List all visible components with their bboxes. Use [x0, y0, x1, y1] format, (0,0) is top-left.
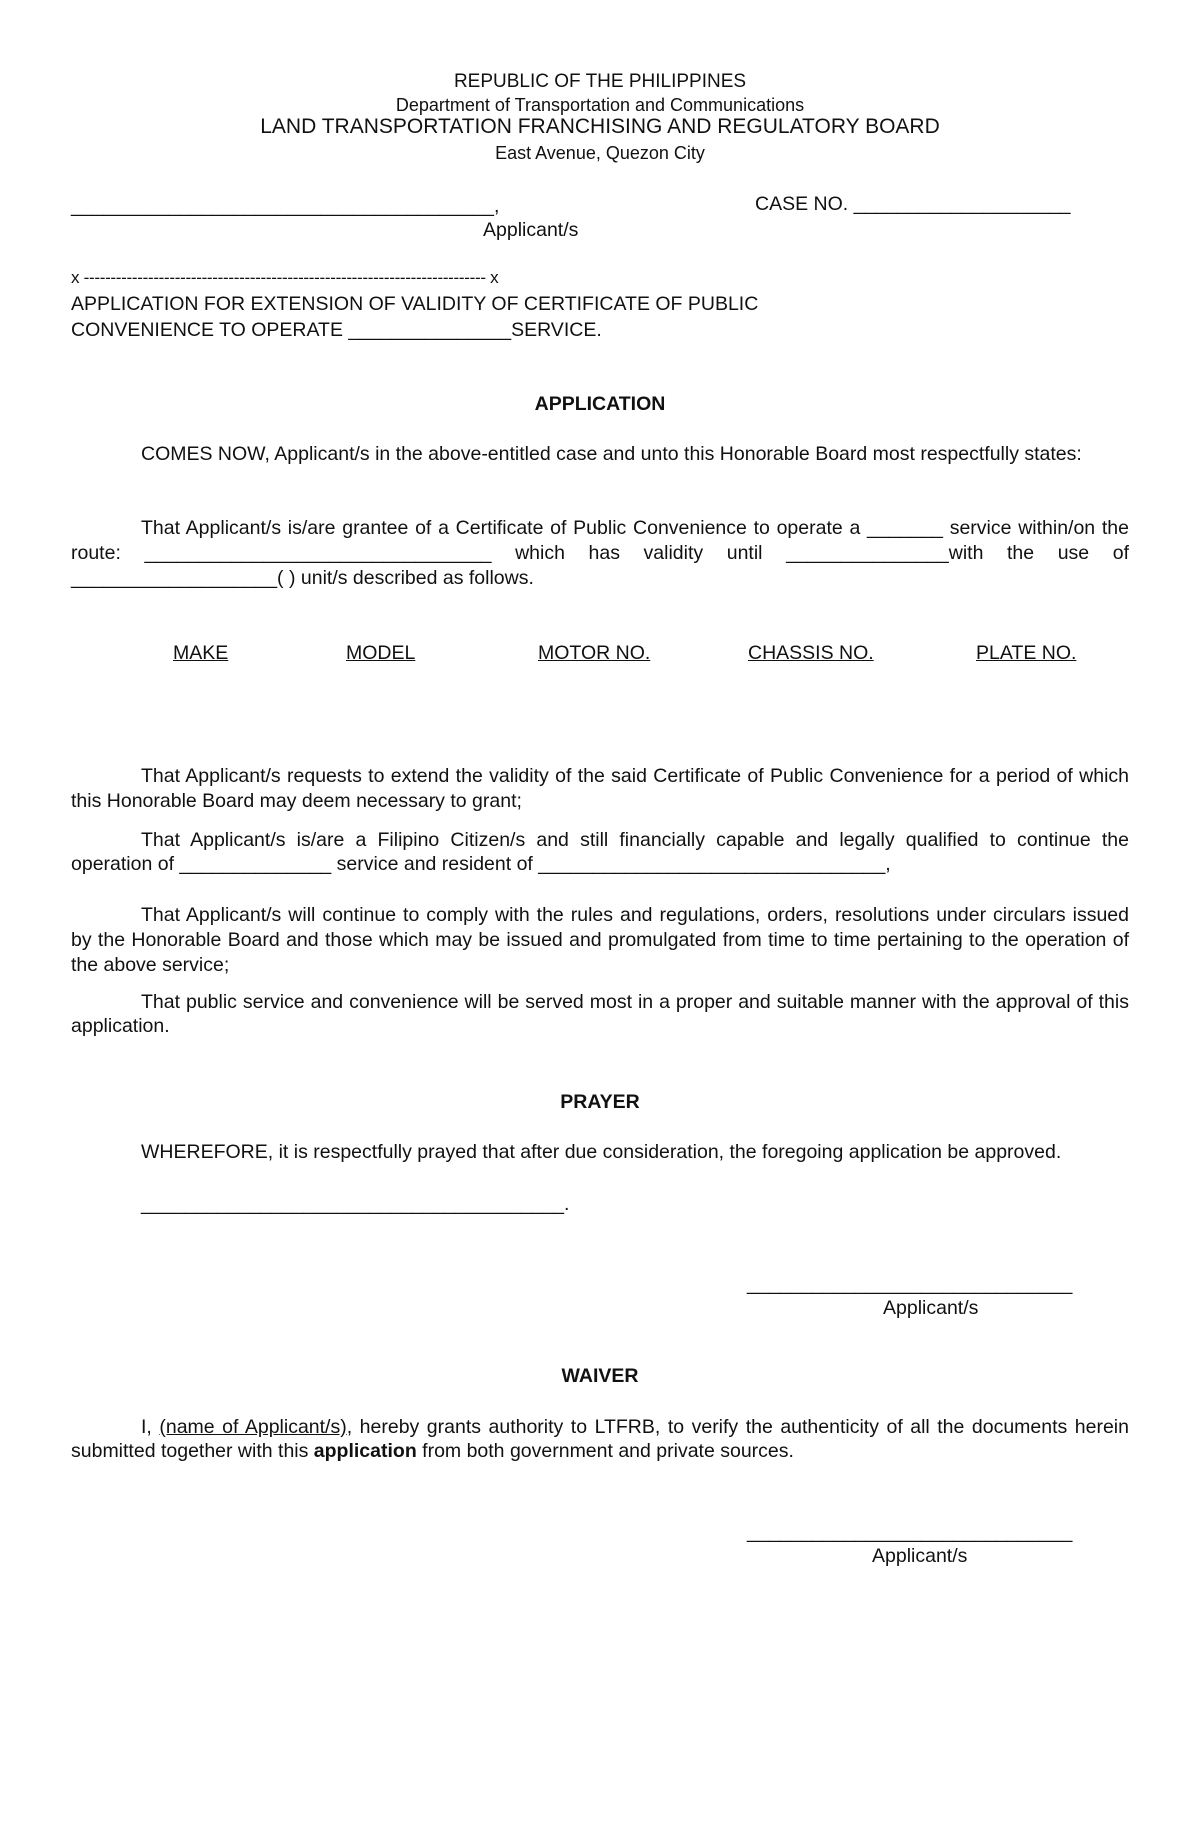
waiver-bold-application: application — [313, 1440, 417, 1462]
header-board: LAND TRANSPORTATION FRANCHISING AND REGULATORY BOARD — [260, 115, 940, 138]
application-paragraph-1: COMES NOW, Applicant/s in the above-entitled case and unto this Honorable Board most respectfully states: — [141, 443, 1082, 465]
case-title-line-1: APPLICATION FOR EXTENSION OF VALIDITY OF CERTIFICATE OF PUBLIC — [71, 293, 759, 315]
waiver-signature-line: ______________________________ — [747, 1521, 1073, 1543]
case-separator-line: x --------------------------------------------------------------------------- x — [71, 268, 499, 287]
waiver-signature-label: Applicant/s — [872, 1545, 968, 1567]
column-make: MAKE — [173, 642, 229, 664]
waiver-text-end: from both government and private sources. — [416, 1440, 794, 1462]
prayer-paragraph: WHEREFORE, it is respectfully prayed that after due consideration, the foregoing application be approved. — [141, 1141, 1062, 1163]
waiver-applicant-name-placeholder: (name of Applicant/s) — [159, 1416, 347, 1438]
prayer-heading: PRAYER — [560, 1091, 640, 1113]
column-motor-no: MOTOR NO. — [538, 642, 651, 664]
waiver-text-start: I, — [141, 1416, 160, 1438]
applicant-name-blank: _______________________________________, — [71, 195, 500, 217]
application-paragraph-5: That Applicant/s will continue to comply with the rules and regulations, orders, resolutions under circulars issued by the Honorable Board and those which may be issued and promulgated from time to time pertaining to the operation of the above service; — [71, 904, 1129, 976]
header-address: East Avenue, Quezon City — [495, 143, 705, 163]
column-model: MODEL — [346, 642, 416, 664]
applicant-label: Applicant/s — [483, 219, 579, 241]
waiver-heading: WAIVER — [561, 1365, 639, 1387]
case-number: CASE NO. ____________________ — [755, 193, 1071, 215]
waiver-paragraph — [71, 1415, 1129, 1463]
application-paragraph-3: That Applicant/s requests to extend the validity of the said Certificate of Public Convenience for a period of which this Honorable Board may deem necessary to grant; — [71, 765, 1129, 812]
application-paragraph-6: That public service and convenience will be served most in a proper and suitable manner with the approval of this application. — [71, 991, 1129, 1037]
column-chassis-no: CHASSIS NO. — [748, 642, 874, 664]
column-plate-no: PLATE NO. — [976, 642, 1077, 664]
application-paragraph-4: That Applicant/s is/are a Filipino Citizen/s and still financially capable and legally qualified to continue the operation of ______________ service and resident of ________________________________, — [71, 829, 1129, 875]
case-title-line-2: CONVENIENCE TO OPERATE _______________SERVICE. — [71, 319, 602, 341]
waiver-text-middle: , hereby grants authority to LTFRB, to verify the authenticity of all the documents herein submitted together with this — [71, 1416, 1129, 1462]
prayer-signature-line: ______________________________ — [747, 1273, 1073, 1295]
prayer-date-blank: _______________________________________. — [141, 1193, 570, 1215]
application-paragraph-2: That Applicant/s is/are grantee of a Certificate of Public Convenience to operate a _______ service within/on the route: ________________________________ which has validity until _______________with the use of ___________________( ) unit/s described as follows. — [71, 517, 1129, 589]
header-republic: REPUBLIC OF THE PHILIPPINES — [453, 71, 747, 92]
header-department: Department of Transportation and Communications — [395, 95, 805, 115]
application-heading: APPLICATION — [534, 393, 666, 415]
prayer-signature-label: Applicant/s — [883, 1297, 979, 1319]
